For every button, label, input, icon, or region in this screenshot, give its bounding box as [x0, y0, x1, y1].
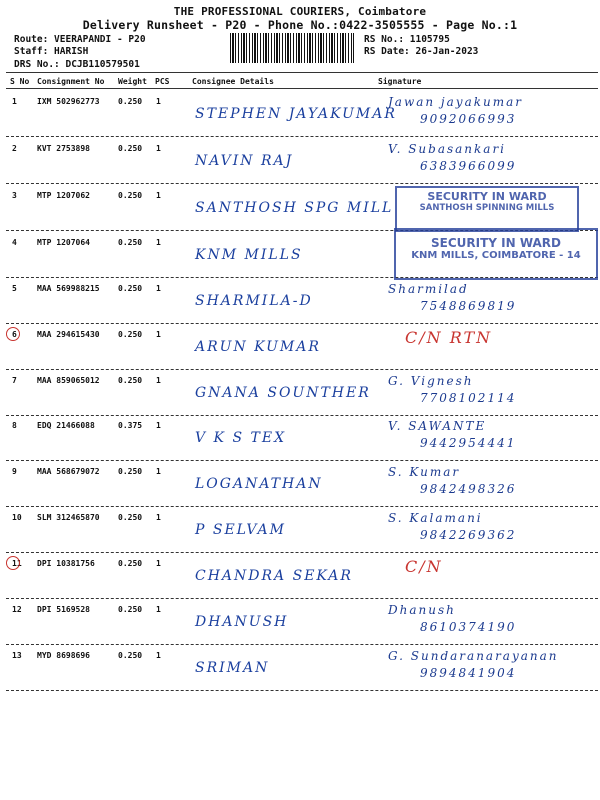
row-consignment: MTP 1207062 [37, 191, 90, 200]
runsheet-subtitle: Delivery Runsheet - P20 - Phone No.:0422-3505555 - Page No.:1 [82, 18, 518, 32]
row-sno: 6 [12, 330, 17, 339]
row-pcs: 1 [156, 330, 161, 339]
row-separator [6, 552, 598, 553]
row-consignee: CHANDRA SEKAR [195, 568, 353, 584]
header-bottom-rule [6, 88, 598, 89]
row-separator [6, 136, 598, 137]
row-consignee: ARUN KUMAR [195, 339, 321, 355]
row-consignee: NAVIN RAJ [195, 153, 294, 169]
row-pcs: 1 [156, 191, 161, 200]
row-consignee: DHANUSH [195, 614, 289, 630]
row-sno: 13 [12, 651, 22, 660]
row-separator [6, 183, 598, 184]
col-pcs: PCS [155, 77, 170, 86]
row-consignee: KNM MILLS [195, 247, 303, 263]
row-weight: 0.250 [118, 191, 143, 200]
row-consignee: P SELVAM [195, 522, 286, 538]
row-weight: 0.250 [118, 284, 143, 293]
stamp-knm-text: KNM MILLS, COIMBATORE - 14 [411, 250, 581, 261]
row-consignment: MAA 569988215 [37, 284, 100, 293]
row-pcs: 1 [156, 559, 161, 568]
row-signature: V. SAWANTE [388, 419, 487, 433]
row-separator [6, 506, 598, 507]
drs-label: DRS No.: DCJB110579501 [14, 59, 140, 70]
row-separator [6, 598, 598, 599]
row-weight: 0.250 [118, 330, 143, 339]
barcode [230, 33, 354, 63]
security-stamp-1 [395, 186, 579, 232]
row-pcs: 1 [156, 651, 161, 660]
row-signature-phone: 7548869819 [420, 299, 517, 313]
security-stamp-2 [394, 228, 598, 280]
row-sno: 9 [12, 467, 17, 476]
stamp-security-text: SECURITY IN WARD [427, 190, 547, 203]
row-circle-mark [6, 327, 20, 341]
row-pcs: 1 [156, 605, 161, 614]
row-signature-phone: 9842498326 [420, 482, 517, 496]
row-pcs: 1 [156, 97, 161, 106]
row-separator [6, 323, 598, 324]
row-sno: 12 [12, 605, 22, 614]
row-signature-phone: 9842269362 [420, 528, 517, 542]
staff-label: Staff: HARISH [14, 46, 89, 57]
row-consignment: MAA 568679072 [37, 467, 100, 476]
row-signature: C/N [405, 557, 443, 576]
row-sno: 8 [12, 421, 17, 430]
row-signature: S. Kumar [388, 465, 461, 479]
row-consignee: STEPHEN JAYAKUMAR [195, 106, 397, 122]
col-consignment: Consignment No [37, 77, 105, 86]
col-signature: Signature [378, 77, 422, 86]
row-signature-phone: 9442954441 [420, 436, 517, 450]
row-consignee: SHARMILA-D [195, 293, 313, 309]
row-sno: 5 [12, 284, 17, 293]
row-pcs: 1 [156, 376, 161, 385]
row-pcs: 1 [156, 238, 161, 247]
row-separator [6, 644, 598, 645]
row-weight: 0.250 [118, 605, 143, 614]
row-weight: 0.250 [118, 238, 143, 247]
rs-date-label: RS Date: 26-Jan-2023 [364, 46, 479, 57]
row-consignee: LOGANATHAN [195, 476, 323, 492]
row-weight: 0.250 [118, 513, 143, 522]
row-separator [6, 690, 598, 691]
row-sno: 11 [12, 559, 22, 568]
row-consignment: KVT 2753898 [37, 144, 90, 153]
row-signature-phone: 8610374190 [420, 620, 517, 634]
row-weight: 0.250 [118, 376, 143, 385]
row-consignment: SLM 312465870 [37, 513, 100, 522]
row-consignment: MAA 859065012 [37, 376, 100, 385]
row-consignment: EDQ 21466088 [37, 421, 95, 430]
row-weight: 0.250 [118, 651, 143, 660]
row-pcs: 1 [156, 513, 161, 522]
row-consignment: IXM 502962773 [37, 97, 100, 106]
route-label: Route: VEERAPANDI - P20 [14, 34, 146, 45]
row-signature-phone: 9894841904 [420, 666, 517, 680]
row-consignee: GNANA SOUNTHER [195, 385, 371, 401]
row-signature: C/N RTN [405, 328, 493, 347]
row-signature-phone: 7708102114 [420, 391, 517, 405]
row-weight: 0.375 [118, 421, 143, 430]
row-signature: G. Sundaranarayanan [388, 649, 559, 663]
row-consignee: SRIMAN [195, 660, 270, 676]
rs-no-label: RS No.: 1105795 [364, 34, 450, 45]
row-consignment: MTP 1207064 [37, 238, 90, 247]
row-sno: 2 [12, 144, 17, 153]
row-consignee: SANTHOSH SPG MILL [195, 200, 394, 216]
row-signature: Sharmilad [388, 282, 469, 296]
row-sno: 7 [12, 376, 17, 385]
row-sno: 10 [12, 513, 22, 522]
row-consignment: MAA 294615430 [37, 330, 100, 339]
row-weight: 0.250 [118, 144, 143, 153]
col-consignee: Consignee Details [192, 77, 274, 86]
row-sno: 4 [12, 238, 17, 247]
row-signature: V. Subasankari [388, 142, 507, 156]
row-pcs: 1 [156, 467, 161, 476]
row-weight: 0.250 [118, 559, 143, 568]
row-signature: Dhanush [388, 603, 456, 617]
row-consignee: V K S TEX [195, 430, 287, 446]
header-top-rule [6, 72, 598, 73]
col-sno: S No [10, 77, 30, 86]
stamp-security-text-2: SECURITY IN WARD [430, 236, 562, 250]
row-separator [6, 415, 598, 416]
row-pcs: 1 [156, 144, 161, 153]
row-separator [6, 460, 598, 461]
row-circle-mark [6, 556, 20, 570]
row-signature-phone: 9092066993 [420, 112, 517, 126]
row-weight: 0.250 [118, 97, 143, 106]
row-consignment: DPI 5169528 [37, 605, 90, 614]
row-signature: G. Vignesh [388, 374, 474, 388]
company-title: THE PROFESSIONAL COURIERS, Coimbatore [173, 5, 427, 18]
row-pcs: 1 [156, 284, 161, 293]
row-separator [6, 369, 598, 370]
row-weight: 0.250 [118, 467, 143, 476]
row-pcs: 1 [156, 421, 161, 430]
row-signature: Jawan jayakumar [388, 95, 524, 109]
col-weight: Weight [118, 77, 147, 86]
row-consignment: DPI 10381756 [37, 559, 95, 568]
row-signature: S. Kalamani [388, 511, 483, 525]
row-signature-phone: 6383966099 [420, 159, 517, 173]
row-sno: 3 [12, 191, 17, 200]
row-consignment: MYD 8698696 [37, 651, 90, 660]
stamp-santhosh-text: SANTHOSH SPINNING MILLS [419, 203, 555, 213]
row-sno: 1 [12, 97, 17, 106]
